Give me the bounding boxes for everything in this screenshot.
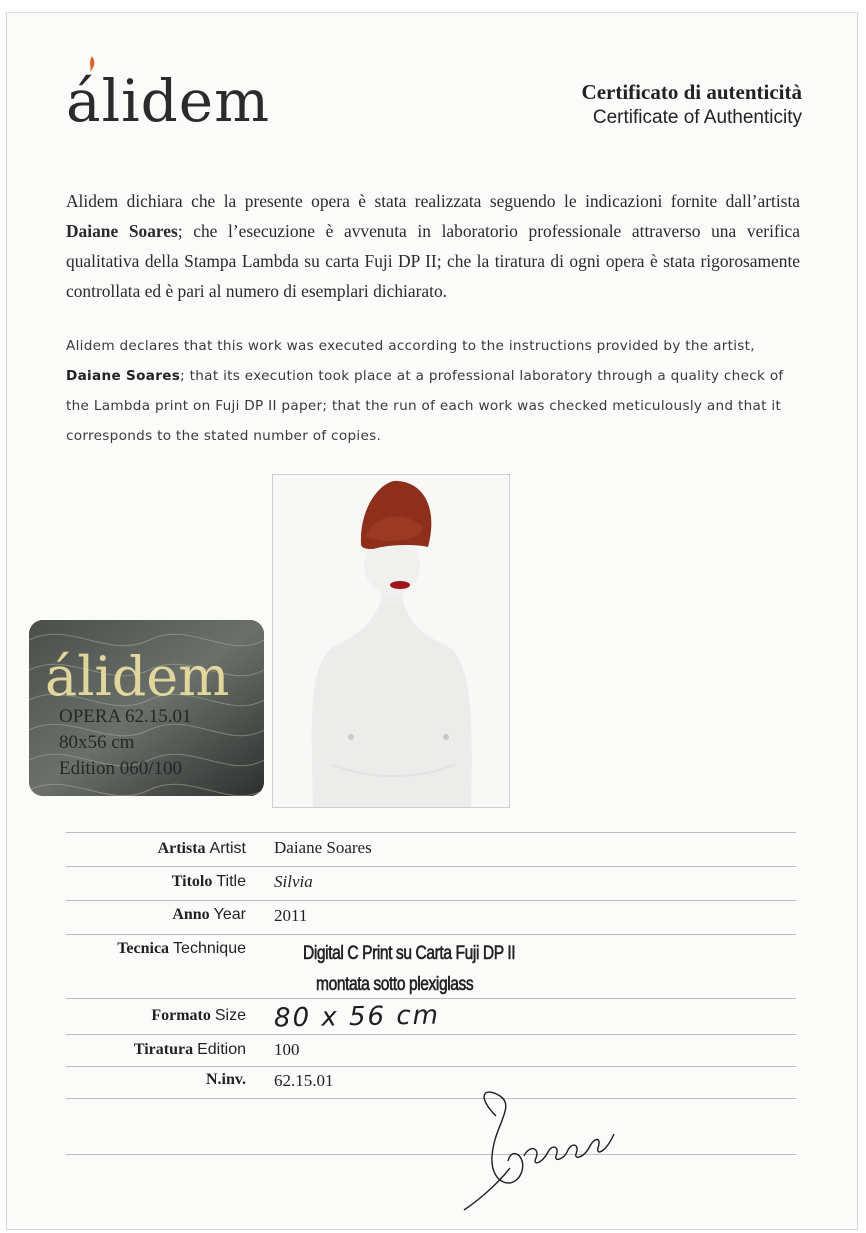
year-label	[172, 906, 246, 924]
technique-label	[117, 940, 246, 958]
table-rule	[66, 900, 796, 901]
declaration-it-artist: Daiane Soares	[66, 221, 178, 241]
title-label	[172, 873, 246, 891]
alidem-logo	[66, 67, 271, 135]
flame-icon	[86, 56, 96, 72]
size-label-it: Formato	[151, 1007, 211, 1024]
hologram-logo: álidem	[45, 645, 230, 708]
certificate-heading	[582, 80, 802, 129]
artwork-photo	[272, 474, 510, 808]
declaration-english	[66, 331, 802, 451]
table-rule	[66, 934, 796, 935]
title-value: Silvia	[274, 872, 313, 891]
year-label-it: Anno	[172, 906, 210, 923]
artist-signature	[456, 1086, 626, 1216]
year-value: 2011	[274, 906, 308, 925]
size-label	[151, 1007, 246, 1025]
table-rule	[66, 1066, 796, 1067]
table-rule	[66, 998, 796, 999]
inventory-label: N.inv.	[205, 1071, 246, 1088]
year-label-en: Year	[213, 906, 246, 923]
hologram-line2: 80x56 cm	[59, 732, 135, 753]
inventory-value: 62.15.01	[274, 1071, 334, 1090]
technique-label-en: Technique	[173, 940, 246, 957]
hologram-line1: OPERA 62.15.01	[59, 706, 192, 727]
artist-label	[158, 840, 246, 858]
technique-stamp-line1: Digital C Print su Carta Fuji DP II	[303, 943, 516, 964]
edition-label-it: Tiratura	[133, 1041, 194, 1058]
declaration-en-part1: Alidem declares that this work was executed according to the instructions provided by the artist,	[66, 338, 755, 354]
declaration-it-part2: ; che l’esecuzione è avvenuta in laboratorio professionale attraverso una verifica qualitativa della Stampa Lambda su carta Fuji DP II; che la tiratura di ogni opera è stata rigorosamente controllata ed è pari al numero di esemplari dichiarato.	[66, 221, 800, 301]
cert-title-en: Certificate of Authenticity	[592, 107, 802, 128]
size-value-handwritten: 80 x 56 cm	[273, 1000, 441, 1034]
hologram-line3: Edition 060/100	[59, 758, 182, 779]
logo-text: álidem	[66, 67, 271, 135]
title-label-it: Titolo	[171, 873, 213, 890]
technique-label-it: Tecnica	[117, 940, 170, 957]
size-label-en: Size	[214, 1007, 246, 1024]
edition-label-en: Edition	[197, 1041, 246, 1058]
cert-title-it: Certificato di autenticità	[581, 80, 802, 104]
table-rule	[66, 1098, 796, 1099]
table-rule	[66, 866, 796, 867]
artist-value: Daiane Soares	[274, 838, 372, 857]
artist-label-it: Artista	[157, 840, 206, 857]
declaration-italian	[66, 186, 800, 306]
hologram-seal	[29, 620, 264, 796]
technique-stamp-line2: montata sotto plexiglass	[316, 974, 474, 995]
edition-value: 100	[274, 1040, 300, 1059]
artwork-image	[273, 475, 509, 807]
table-rule	[66, 1034, 796, 1035]
title-label-en: Title	[216, 873, 246, 890]
table-rule-bottom	[66, 1154, 796, 1155]
table-rule-top	[66, 832, 796, 833]
declaration-en-artist: Daiane Soares	[66, 368, 181, 384]
declaration-it-part1: Alidem dichiara che la presente opera è stata realizzata seguendo le indicazioni fornite dall’artista	[66, 191, 800, 211]
artist-label-en: Artist	[209, 840, 246, 857]
declaration-en-part2: ; that its execution took place at a professional laboratory through a quality check of the Lambda print on Fuji DP II paper; that the run of each work was checked meticulously and that it corresponds to the stated number of copies.	[66, 368, 784, 444]
edition-label	[134, 1041, 246, 1059]
